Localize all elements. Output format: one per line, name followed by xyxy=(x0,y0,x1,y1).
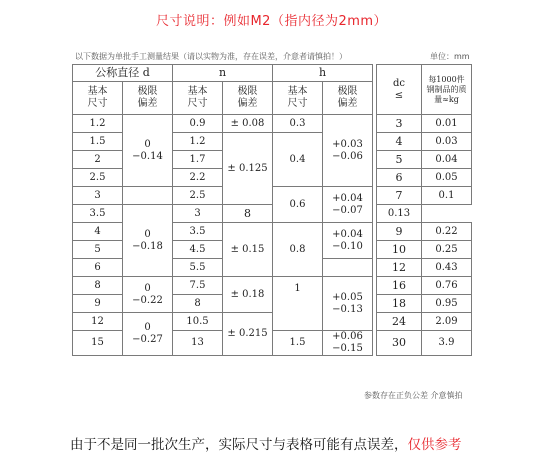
cell-dc: 16 xyxy=(377,277,422,295)
disclaimer-highlight: 仅供参考 xyxy=(407,437,462,453)
cell-n: 8 xyxy=(173,295,223,313)
header-h-basic: 基本尺寸 xyxy=(273,82,323,115)
cell-dc: 9 xyxy=(377,223,422,241)
cell-weight: 0.25 xyxy=(422,241,472,259)
disclaimer xyxy=(70,433,462,453)
cell-dc: 12 xyxy=(377,259,422,277)
cell-n: 1.2 xyxy=(173,133,223,151)
cell-n: 5.5 xyxy=(173,259,223,277)
header-dc: dc ≤ xyxy=(377,65,422,115)
header-d-tol: 极限偏差 xyxy=(123,82,173,115)
d-tolerance: 0 −0.27 xyxy=(123,313,173,356)
n-tolerance: ± 0.08 xyxy=(223,115,273,133)
cell-dc: 5 xyxy=(377,151,422,169)
page-heading: 尺寸说明：例如M2（指内径为2mm） xyxy=(155,14,388,29)
cell-weight: 0.76 xyxy=(422,277,472,295)
cell-n: 4.5 xyxy=(173,241,223,259)
cell-dc: 10 xyxy=(377,241,422,259)
d-tolerance: 0 −0.18 xyxy=(123,205,173,277)
cell-weight: 0.13 xyxy=(377,205,422,223)
h-tolerance: +0.04 −0.10 xyxy=(323,223,373,259)
cell-n: 2.5 xyxy=(173,187,223,205)
cell-d: 5 xyxy=(73,241,123,259)
cell-d: 3 xyxy=(73,187,123,205)
h-tolerance: +0.06 −0.15 xyxy=(323,331,373,356)
h-tolerance: +0.05 −0.13 xyxy=(323,277,373,331)
header-d: 公称直径 d xyxy=(73,65,173,82)
header-weight: 每1000件钢制品的质量≈kg xyxy=(422,65,472,115)
cell-h: 1.5 xyxy=(273,331,323,356)
cell-h: 1 xyxy=(273,277,323,331)
cell-d: 12 xyxy=(73,313,123,331)
h-tolerance: +0.04 −0.07 xyxy=(323,187,373,223)
cell-weight: 0.05 xyxy=(422,169,472,187)
cell-d: 2 xyxy=(73,151,123,169)
cell-n: 1.7 xyxy=(173,151,223,169)
cell-dc: 8 xyxy=(223,205,273,223)
cell-weight: 3.9 xyxy=(422,331,472,356)
cell-weight: 0.43 xyxy=(422,259,472,277)
cell-d: 1.2 xyxy=(73,115,123,133)
cell-weight: 0.1 xyxy=(422,187,472,205)
cell-h: 0.6 xyxy=(273,187,323,223)
measurement-note: 以下数据为单批手工测量结果（请以实物为准，存在误差，介意者请慎拍！） xyxy=(75,52,347,61)
cell-h: 0.4 xyxy=(273,133,323,187)
cell-n: 13 xyxy=(173,331,223,356)
cell-n: 10.5 xyxy=(173,313,223,331)
cell-d: 9 xyxy=(73,295,123,313)
cell-weight: 0.04 xyxy=(422,151,472,169)
header-n: n xyxy=(173,65,273,82)
table-row xyxy=(73,205,472,223)
cell-d: 6 xyxy=(73,259,123,277)
cell-dc: 7 xyxy=(377,187,422,205)
header-row-1 xyxy=(73,65,472,82)
d-tolerance: 0 −0.22 xyxy=(123,277,173,313)
cell-d: 1.5 xyxy=(73,133,123,151)
cell-d: 3.5 xyxy=(73,205,123,223)
cell-n: 0.9 xyxy=(173,115,223,133)
d-tolerance: 0 −0.14 xyxy=(123,115,173,187)
header-n-tol: 极限偏差 xyxy=(223,82,273,115)
cell-dc: 24 xyxy=(377,313,422,331)
cell-dc: 4 xyxy=(377,133,422,151)
n-tolerance: ± 0.125 xyxy=(223,133,273,205)
header-h-tol: 极限偏差 xyxy=(323,82,373,115)
header-n-basic: 基本尺寸 xyxy=(173,82,223,115)
table-row xyxy=(73,313,472,331)
header-d-basic: 基本尺寸 xyxy=(73,82,123,115)
spec-table xyxy=(72,64,472,356)
table-row xyxy=(73,115,472,133)
cell-d: 15 xyxy=(73,331,123,356)
cell-dc: 6 xyxy=(377,169,422,187)
cell-dc: 18 xyxy=(377,295,422,313)
table-row xyxy=(73,187,472,205)
n-tolerance: ± 0.15 xyxy=(223,223,273,277)
h-tolerance-spacer xyxy=(323,259,373,277)
cell-h: 0.8 xyxy=(273,223,323,277)
cell-weight: 0.01 xyxy=(422,115,472,133)
footnote: 参数存在正负公差 介意慎拍 xyxy=(364,391,463,400)
n-tolerance: ± 0.215 xyxy=(223,313,273,356)
table-row xyxy=(73,277,472,295)
cell-weight: 0.03 xyxy=(422,133,472,151)
disclaimer-text: 由于不是同一批次生产，实际尺寸与表格可能有点误差， xyxy=(70,437,408,453)
cell-dc: 3 xyxy=(377,115,422,133)
cell-d: 8 xyxy=(73,277,123,295)
h-tolerance: +0.03 −0.06 xyxy=(323,115,373,187)
cell-n: 3 xyxy=(173,205,223,223)
cell-n: 2.2 xyxy=(173,169,223,187)
n-tolerance: ± 0.18 xyxy=(223,277,273,313)
cell-weight: 0.22 xyxy=(422,223,472,241)
unit-label: 单位：mm xyxy=(430,52,470,61)
cell-weight: 2.09 xyxy=(422,313,472,331)
cell-d: 2.5 xyxy=(73,169,123,187)
cell-n: 7.5 xyxy=(173,277,223,295)
d-tolerance-spacer xyxy=(123,187,173,205)
cell-weight: 0.95 xyxy=(422,295,472,313)
cell-dc: 30 xyxy=(377,331,422,356)
cell-h: 0.3 xyxy=(273,115,323,133)
cell-d: 4 xyxy=(73,223,123,241)
cell-n: 3.5 xyxy=(173,223,223,241)
header-h: h xyxy=(273,65,373,82)
